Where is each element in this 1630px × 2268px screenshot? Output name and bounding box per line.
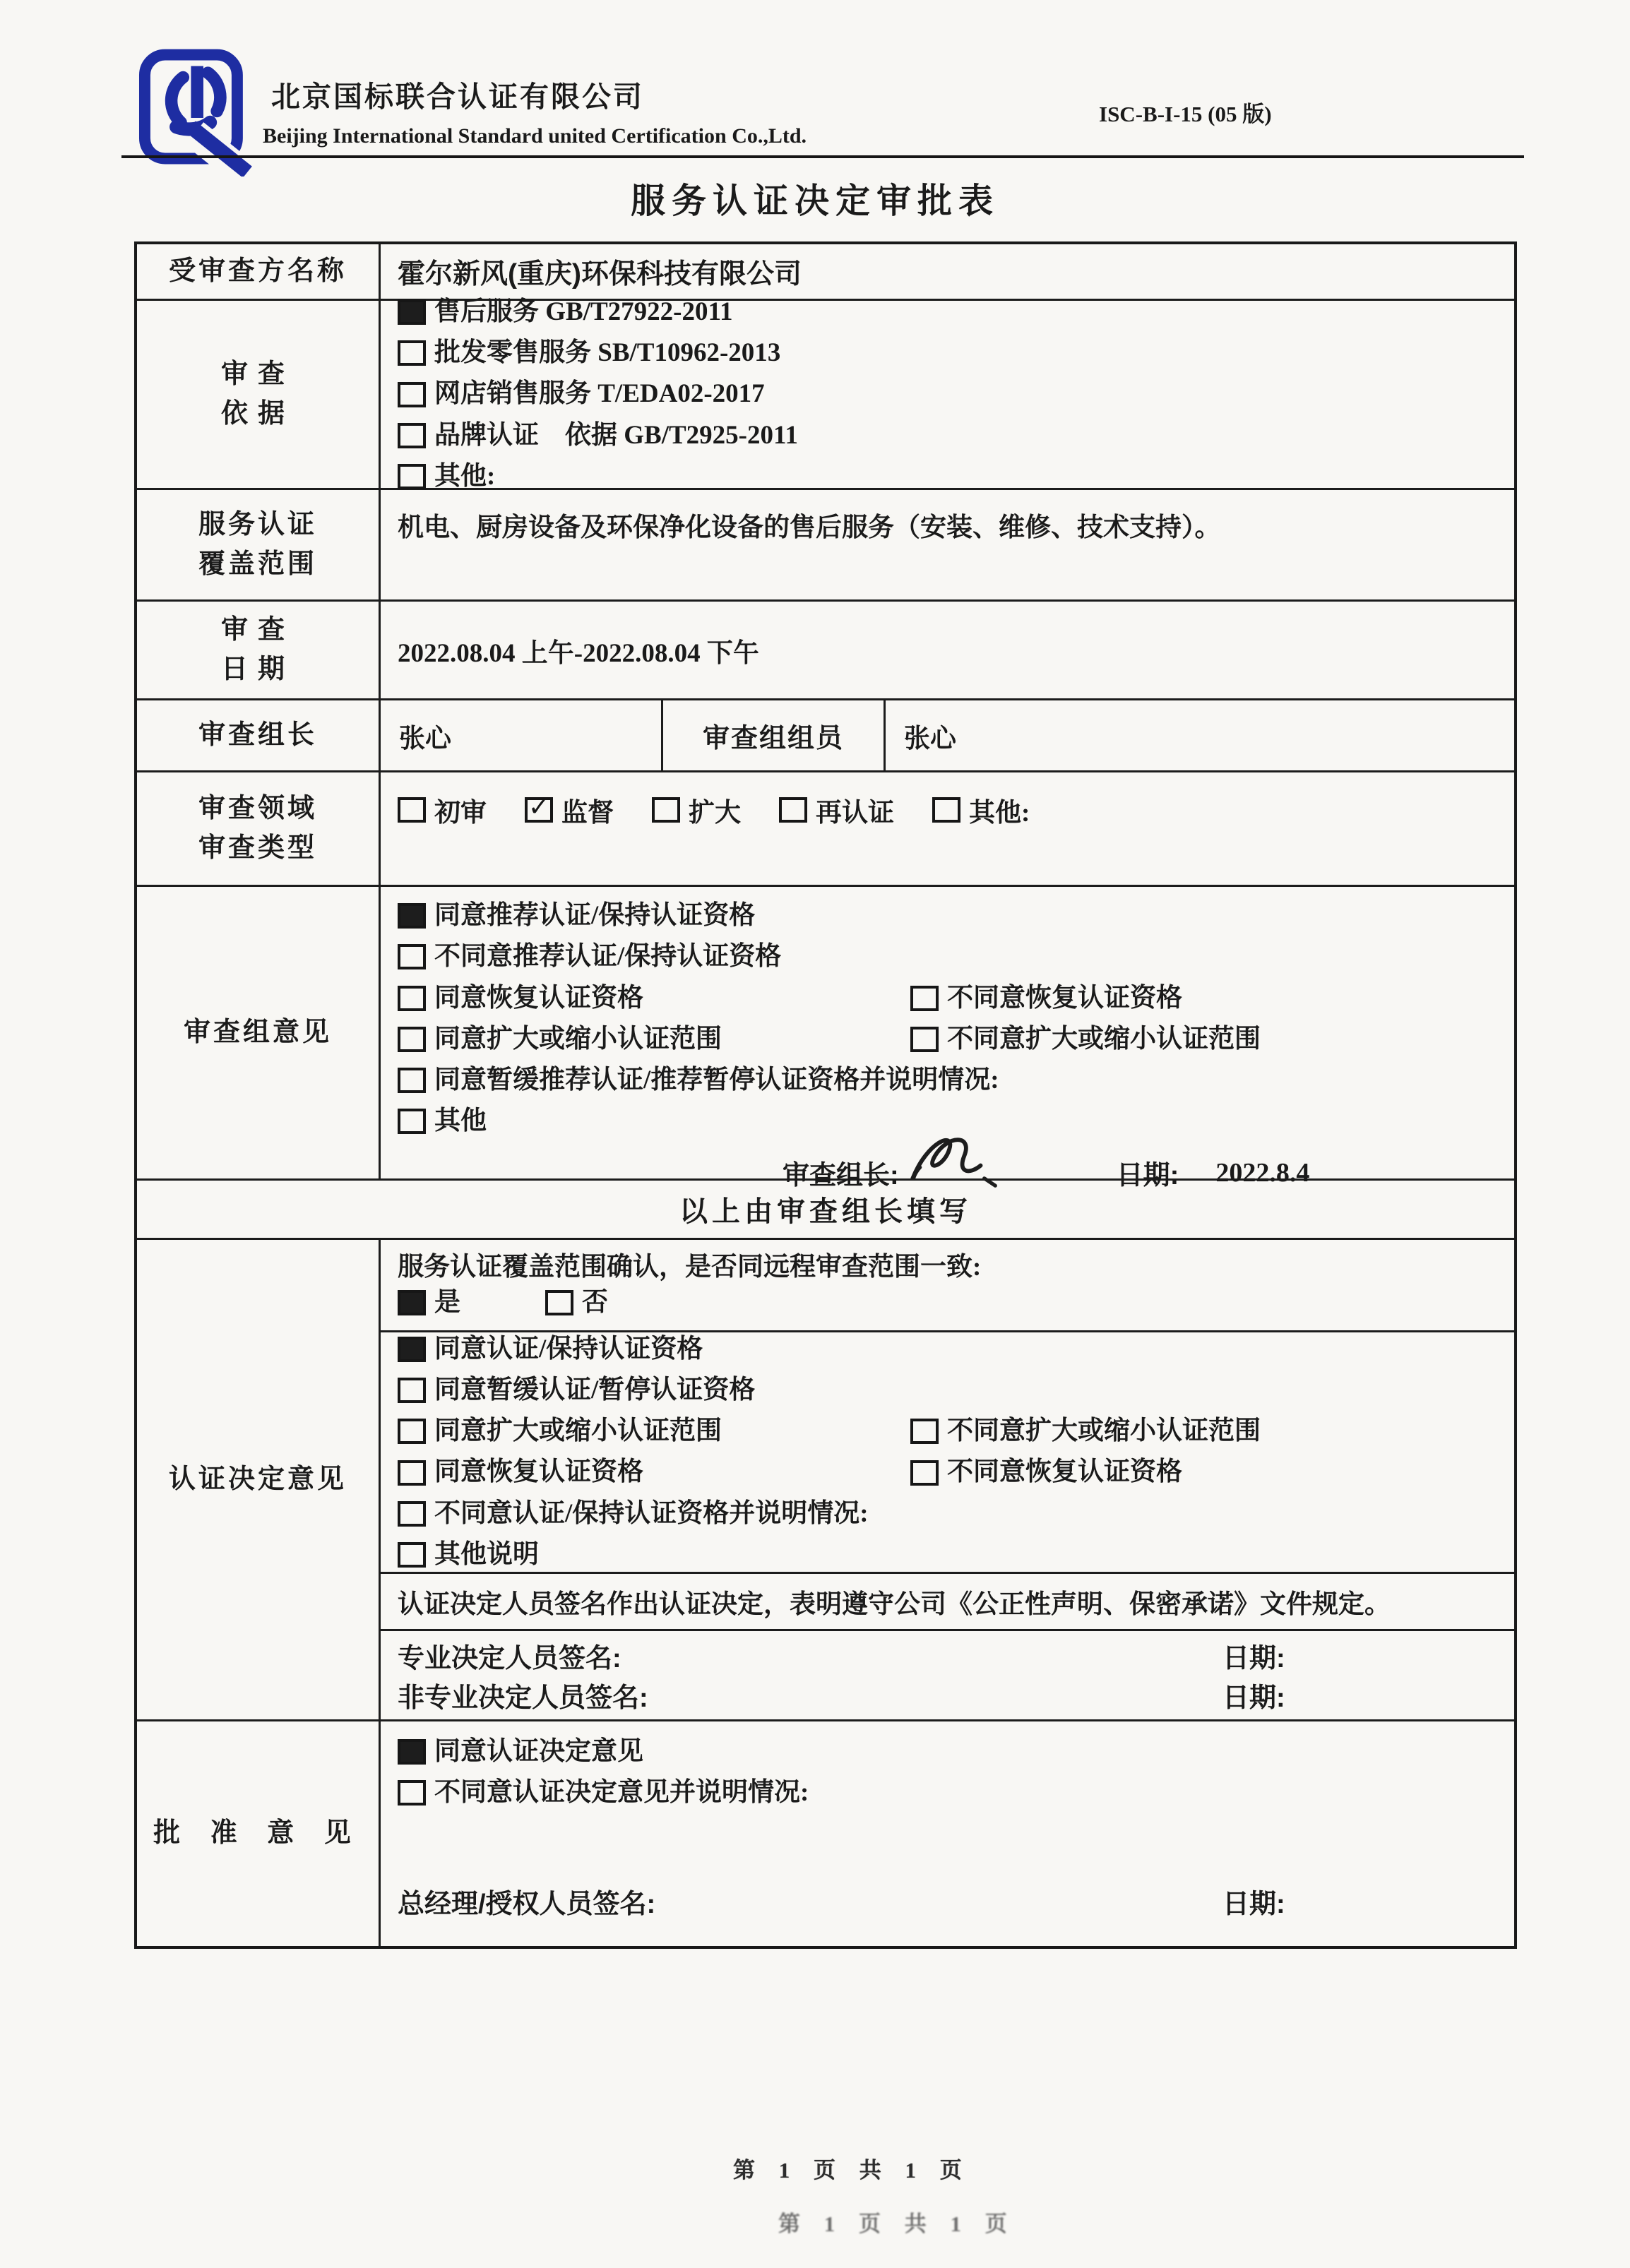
- decision-signatures: [381, 1631, 1514, 1719]
- checkbox-unchecked-icon[interactable]: [398, 1780, 426, 1806]
- date-label: 日期:: [1116, 1161, 1179, 1190]
- checkbox-unchecked-icon[interactable]: [910, 1460, 939, 1486]
- checkbox-unchecked-icon[interactable]: [545, 1290, 573, 1315]
- decision-option: 不同意认证/保持认证资格并说明情况:: [398, 1498, 1504, 1530]
- decision-options: [381, 1332, 1514, 1574]
- audited-party-label: 受审查方名称: [137, 244, 381, 299]
- audited-party-value: 霍尔新风(重庆)环保科技有限公司: [398, 258, 802, 290]
- approval-option: 同意认证决定意见: [398, 1736, 1504, 1768]
- basis-option: [398, 378, 1504, 410]
- checkbox-unchecked-icon[interactable]: [398, 423, 426, 448]
- basis-option: [398, 460, 1504, 493]
- page-number-ghost: 第 1 页 共 1 页: [778, 2212, 1016, 2236]
- company-name-en: Beijing International Standard united Certification Co.,Ltd.: [263, 124, 807, 148]
- checkbox-unchecked-icon[interactable]: [398, 1378, 426, 1403]
- basis-option: [398, 419, 1504, 452]
- checkbox-unchecked-icon[interactable]: [910, 1027, 939, 1052]
- checkbox-unchecked-icon[interactable]: [398, 1460, 426, 1486]
- checkbox-checked-icon[interactable]: [398, 903, 426, 929]
- option-label: 网店销售服务 T/EDA02-2017: [434, 379, 765, 409]
- row-audit-basis: [137, 297, 1514, 491]
- decision-option: 同意认证/保持认证资格: [398, 1333, 1504, 1366]
- page-number: 第 1 页 共 1 页: [733, 2158, 971, 2183]
- row-certification-scope: [137, 490, 1514, 602]
- row-audited-party: [137, 244, 1514, 301]
- date-label: 日期:: [1222, 1683, 1285, 1714]
- decision-label: 认证决定意见: [137, 1240, 381, 1719]
- checkbox-unchecked-icon[interactable]: [398, 1068, 426, 1093]
- professional-sign-line: 专业决定人员签名: 日期:: [398, 1636, 1504, 1676]
- opinion-option-right: 不同意扩大或缩小认证范围: [910, 1023, 1261, 1056]
- type-option: 扩大: [652, 791, 741, 829]
- checkbox-unchecked-icon[interactable]: [398, 986, 426, 1011]
- nonprofessional-sign-line: 非专业决定人员签名: 日期:: [398, 1676, 1504, 1715]
- opinion-option: 同意暂缓推荐认证/推荐暂停认证资格并说明情况:: [398, 1064, 1504, 1097]
- checkbox-unchecked-icon[interactable]: [398, 1419, 426, 1444]
- audit-type-label: 审查领域 审查类型: [137, 772, 381, 885]
- option-label: 批发零售服务 SB/T10962-2013: [434, 338, 781, 368]
- decision-option-right: 不同意扩大或缩小认证范围: [910, 1415, 1261, 1448]
- manager-sign-line: 总经理/授权人员签名: 日期:: [398, 1881, 1504, 1921]
- company-name-cn: 北京国标联合认证有限公司: [271, 80, 644, 113]
- checkbox-unchecked-icon[interactable]: [398, 464, 426, 489]
- row-middle-note: [137, 1181, 1514, 1240]
- opinion-option: 同意推荐认证/保持认证资格: [398, 900, 1504, 932]
- opinion-option-right: 不同意恢复认证资格: [910, 982, 1182, 1015]
- decision-declaration: 认证决定人员签名作出认证决定，表明遵守公司《公正性声明、保密承诺》文件规定。: [381, 1574, 1514, 1631]
- checkbox-unchecked-icon[interactable]: [779, 797, 807, 823]
- checkbox-unchecked-icon[interactable]: [398, 797, 426, 823]
- option-label: 售后服务 GB/T27922-2011: [434, 297, 733, 326]
- row-approval: [137, 1721, 1514, 1946]
- checkbox-checked-icon[interactable]: [398, 1337, 426, 1362]
- checkbox-unchecked-icon[interactable]: [398, 1109, 426, 1134]
- scope-value: 机电、厨房设备及环保净化设备的售后服务（安装、维修、技术支持）。: [398, 513, 1221, 542]
- decision-option: 同意恢复认证资格 不同意恢复认证资格: [398, 1456, 1504, 1488]
- audit-date-value: 2022.08.04 上午-2022.08.04 下午: [398, 638, 759, 668]
- row-audit-type: [137, 772, 1514, 887]
- checkbox-unchecked-icon[interactable]: [910, 1419, 939, 1444]
- checkbox-unchecked-icon[interactable]: [398, 1542, 426, 1568]
- basis-option: [398, 296, 1504, 328]
- team-leader-name: 张心: [399, 724, 451, 753]
- scope-label: 服务认证 覆盖范围: [137, 490, 381, 599]
- checkbox-unchecked-icon[interactable]: [398, 340, 426, 366]
- team-member-name: 张心: [904, 724, 956, 753]
- decision-option-right: 不同意恢复认证资格: [910, 1456, 1182, 1488]
- type-option: 再认证: [779, 791, 894, 829]
- approval-option: 不同意认证决定意见并说明情况:: [398, 1777, 1504, 1809]
- checkbox-checked-icon[interactable]: [398, 1739, 426, 1765]
- opinion-option: 不同意推荐认证/保持认证资格: [398, 941, 1504, 973]
- form-code: ISC-B-I-15 (05 版): [1099, 102, 1272, 126]
- opinion-option: 其他: [398, 1105, 1504, 1138]
- checkbox-unchecked-icon[interactable]: [398, 1501, 426, 1527]
- checkbox-checked-icon[interactable]: [398, 299, 426, 325]
- team-leader-label: 审查组长: [137, 700, 381, 770]
- checkbox-checked-icon[interactable]: [398, 1290, 426, 1315]
- type-option: 其他:: [932, 791, 1030, 829]
- opinion-option: 同意恢复认证资格 不同意恢复认证资格: [398, 982, 1504, 1015]
- team-member-label: 审查组组员: [663, 700, 886, 770]
- opinion-option: 同意扩大或缩小认证范围 不同意扩大或缩小认证范围: [398, 1023, 1504, 1056]
- decision-option: 其他说明: [398, 1539, 1504, 1571]
- row-audit-date: [137, 602, 1514, 700]
- row-decision: [137, 1240, 1514, 1721]
- middle-note-text: 以上由审查组长填写: [679, 1196, 972, 1227]
- date-label: 日期:: [1222, 1644, 1285, 1674]
- type-option: ✓ 监督: [525, 791, 614, 829]
- checkbox-unchecked-icon[interactable]: [398, 944, 426, 969]
- option-label: 其他:: [434, 461, 496, 491]
- no-label: 否: [582, 1287, 608, 1317]
- team-opinion-label: 审查组意见: [137, 887, 381, 1178]
- decision-scope-confirm: [381, 1240, 1514, 1332]
- checkbox-unchecked-icon[interactable]: [652, 797, 680, 823]
- decision-option: 同意扩大或缩小认证范围 不同意扩大或缩小认证范围: [398, 1415, 1504, 1448]
- type-option: 初审: [398, 791, 487, 829]
- checkbox-unchecked-icon[interactable]: [398, 1027, 426, 1052]
- audit-date-label: 审查 日期: [137, 602, 381, 698]
- date-value: 2022.8.4: [1215, 1157, 1310, 1188]
- header-divider: [121, 155, 1524, 158]
- row-audit-team: [137, 700, 1514, 772]
- checkbox-unchecked-icon[interactable]: [932, 797, 960, 823]
- form-title: 服务认证决定审批表: [630, 182, 999, 220]
- audit-basis-label: 审查 依据: [137, 301, 381, 488]
- option-label: 品牌认证 依据 GB/T2925-2011: [434, 420, 798, 450]
- checkbox-checkmark-icon[interactable]: ✓: [525, 797, 553, 823]
- checkbox-unchecked-icon[interactable]: [398, 382, 426, 407]
- sign-label: 审查组长:: [783, 1161, 899, 1190]
- row-team-opinion: [137, 887, 1514, 1190]
- checkbox-unchecked-icon[interactable]: [910, 986, 939, 1011]
- confirm-text: 服务认证覆盖范围确认，是否同远程审查范围一致:: [398, 1252, 982, 1282]
- basis-option: [398, 337, 1504, 369]
- decision-option: 同意暂缓认证/暂停认证资格: [398, 1374, 1504, 1407]
- date-label: 日期:: [1222, 1889, 1285, 1919]
- yes-label: 是: [434, 1287, 460, 1317]
- approval-label: 批 准 意 见: [137, 1721, 381, 1946]
- approval-form-table: [134, 241, 1517, 1949]
